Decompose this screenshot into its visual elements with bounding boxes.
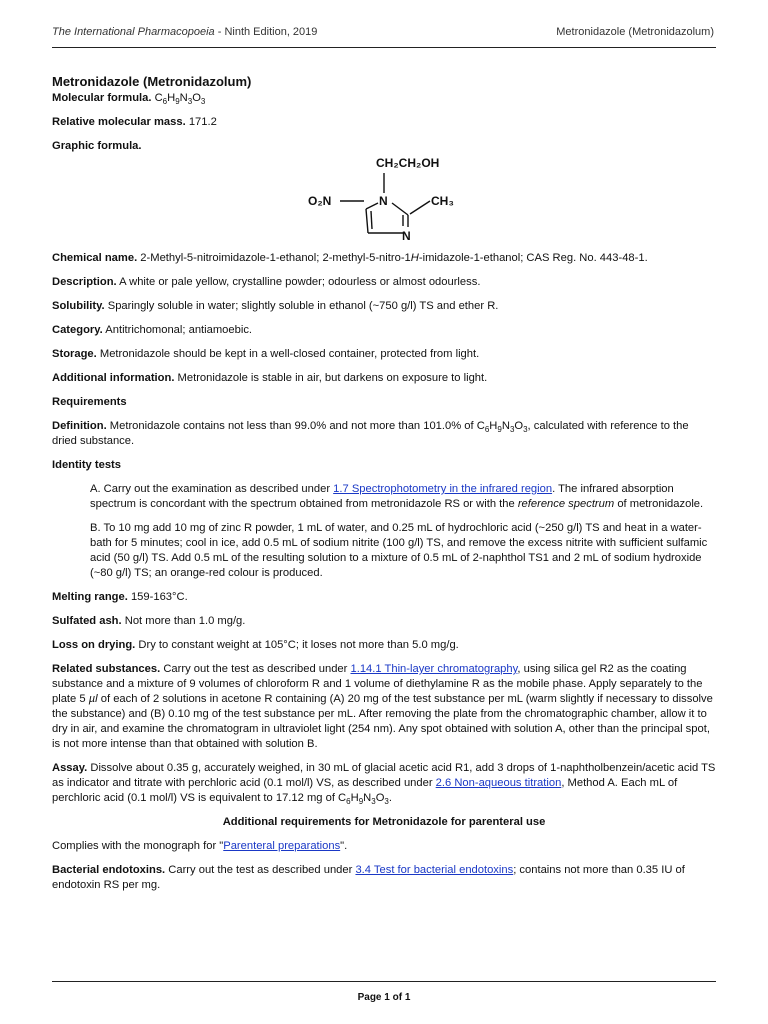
header-right: Metronidazole (Metronidazolum) bbox=[556, 26, 714, 38]
melting-label: Melting range. bbox=[52, 591, 128, 603]
storage-label: Storage. bbox=[52, 348, 97, 360]
graphic-formula-label: Graphic formula. bbox=[52, 140, 142, 152]
related-text-3: of each of 2 solutions in acetone R containing (A) 20 mg of the test substance per mL (warm slightly if necessary to dissolve the substance) and (B) 0.10 mg of the test substance per mL. After removing the plate from the chromatographic chamber, allow it to dry in air, and examine the chromatogram in ultraviolet light (254 nm). Any spot obtained with solution A, other than the principal spot, is not more intense than that obtained with solution B. bbox=[52, 693, 713, 750]
definition-text-b: , calculated with reference to the dried substance. bbox=[52, 420, 689, 447]
definition-label: Definition. bbox=[52, 420, 107, 432]
footer-divider bbox=[52, 981, 716, 982]
identity-a-text-1: A. Carry out the examination as described under bbox=[90, 483, 331, 495]
assay-text-1: Dissolve about 0.35 g, accurately weighed, in 30 mL of glacial acetic acid R1, add 3 drops of 1-naphtholbenzein/acetic acid TS as indicator and titrate with perchloric acid (0.1 mol/l) VS, as described under bbox=[52, 762, 716, 789]
monograph-content bbox=[52, 74, 716, 902]
endotoxins-label: Bacterial endotoxins. bbox=[52, 864, 166, 876]
page-number: Page 1 of 1 bbox=[357, 992, 411, 1003]
identity-a-text-3: of metronidazole. bbox=[617, 498, 704, 510]
running-header bbox=[52, 26, 716, 46]
identity-test-a bbox=[90, 482, 716, 512]
loss-on-drying bbox=[52, 638, 716, 653]
sulfated-text: Not more than 1.0 mg/g. bbox=[124, 615, 246, 627]
related-label: Related substances. bbox=[52, 663, 161, 675]
related-text-2: , using silica gel R2 as the coating substance and a mixture of 9 volumes of chloroform R and 1 volume of diethylamine R as the mobile phase. Apply separately to the plate 5 bbox=[52, 663, 703, 705]
header-left bbox=[52, 26, 317, 38]
complies-text-1: Complies with the monograph for " bbox=[52, 840, 224, 852]
melting-range bbox=[52, 590, 716, 605]
assay-text-3: . bbox=[388, 792, 392, 804]
related-text-1: Carry out the test as described under bbox=[163, 663, 348, 675]
category bbox=[52, 323, 716, 338]
storage bbox=[52, 347, 716, 362]
ir-spectrophotometry-link[interactable]: 1.7 Spectrophotometry in the infrared region bbox=[333, 483, 553, 495]
sulfated-label: Sulfated ash. bbox=[52, 615, 122, 627]
parenteral-preparations-link[interactable]: Parenteral preparations bbox=[223, 840, 341, 852]
complies-text-2: ". bbox=[340, 840, 348, 852]
description-text: A white or pale yellow, crystalline powder; odourless or almost odourless. bbox=[119, 276, 481, 288]
bacterial-endotoxins-link[interactable]: 3.4 Test for bacterial endotoxins bbox=[355, 864, 514, 876]
lod-label: Loss on drying. bbox=[52, 639, 136, 651]
related-microlitre: µl bbox=[88, 693, 98, 705]
description-label: Description. bbox=[52, 276, 117, 288]
category-text: Antitrichomonal; antiamoebic. bbox=[105, 324, 253, 336]
additional-information bbox=[52, 371, 716, 386]
definition-formula: $C_6H_9N_3O_3$ bbox=[476, 420, 528, 435]
identity-test-b: B. To 10 mg add 10 mg of zinc R powder, 1 mL of water, and 0.25 mL of hydrochloric acid (~250 g/l) TS and heat in a water-bath for 5 minutes; cool in ice, add 0.5 mL of sodium nitrite (100 g/l) TS, and remove the excess nitrite with sufficient sulfamic acid (50 g/l) TS. Add 0.5 mL of the resulting solution to a mixture of 0.5 mL of 2-naphthol TS1 and 2 mL of sodium hydroxide (~80 g/l) TS; an orange-red colour is produced. bbox=[90, 522, 708, 579]
solubility-text: Sparingly soluble in water; slightly soluble in ethanol (~750 g/l) TS and ether R. bbox=[107, 300, 499, 312]
rmm-label: Relative molecular mass. bbox=[52, 116, 186, 128]
endotoxins-text-1: Carry out the test as described under bbox=[168, 864, 353, 876]
header-edition: - Ninth Edition, 2019 bbox=[214, 26, 318, 38]
parenteral-heading: Additional requirements for Metronidazole for parenteral use bbox=[222, 816, 546, 828]
chemical-name-part-b: -imidazole-1-ethanol; CAS Reg. No. 443-48-1. bbox=[418, 252, 648, 264]
storage-text: Metronidazole should be kept in a well-closed container, protected from light. bbox=[99, 348, 480, 360]
header-divider bbox=[52, 47, 716, 48]
requirements-heading: Requirements bbox=[52, 396, 127, 408]
lod-text: Dry to constant weight at 105°C; it loses not more than 5.0 mg/g. bbox=[138, 639, 459, 651]
chemical-name-label: Chemical name. bbox=[52, 252, 138, 264]
molecular-formula-label: Molecular formula. bbox=[52, 92, 152, 104]
definition-text-a: Metronidazole contains not less than 99.0% and not more than 101.0% of bbox=[109, 420, 474, 432]
identity-a-reference-spectrum: reference spectrum bbox=[517, 498, 615, 510]
definition bbox=[52, 419, 716, 449]
description bbox=[52, 275, 716, 290]
chemical-name-h: H bbox=[410, 252, 419, 264]
assay-label: Assay. bbox=[52, 762, 88, 774]
sulfated-ash bbox=[52, 614, 716, 629]
molecular-formula bbox=[52, 91, 716, 106]
identity-a-text-2: . The infrared absorption spectrum is concordant with the spectrum obtained from metronidazole RS or with the bbox=[90, 483, 674, 510]
additional-text: Metronidazole is stable in air, but darkens on exposure to light. bbox=[177, 372, 488, 384]
metronidazole-structure bbox=[300, 153, 500, 245]
monograph-title: Metronidazole (Metronidazolum) bbox=[52, 74, 252, 89]
complies-statement bbox=[52, 839, 716, 854]
endotoxins-text-2: ; contains not more than 0.35 IU of endotoxin RS per mg. bbox=[52, 864, 685, 891]
additional-label: Additional information. bbox=[52, 372, 175, 384]
assay-formula: $C_6H_9N_3O_3$ bbox=[338, 792, 389, 807]
chemical-name-part-a: 2-Methyl-5-nitroimidazole-1-ethanol; 2-methyl-5-nitro-1 bbox=[140, 252, 411, 264]
bacterial-endotoxins bbox=[52, 863, 716, 893]
assay bbox=[52, 761, 716, 806]
rmm-value: 171.2 bbox=[188, 116, 217, 128]
category-label: Category. bbox=[52, 324, 103, 336]
solubility bbox=[52, 299, 716, 314]
ring-n3-label: N bbox=[402, 229, 411, 243]
graphic-formula bbox=[52, 139, 716, 154]
header-publication: The International Pharmacopoeia bbox=[52, 26, 215, 38]
tlc-link[interactable]: 1.14.1 Thin-layer chromatography bbox=[350, 663, 518, 675]
non-aqueous-titration-link[interactable]: 2.6 Non-aqueous titration bbox=[435, 777, 562, 789]
related-substances bbox=[52, 662, 716, 752]
chemical-name bbox=[52, 251, 716, 266]
top-group-label: CH₂CH₂OH bbox=[376, 156, 440, 170]
methyl-group-label: CH₃ bbox=[431, 194, 454, 208]
melting-text: 159-163°C. bbox=[130, 591, 188, 603]
identity-tests-heading: Identity tests bbox=[52, 459, 122, 471]
solubility-label: Solubility. bbox=[52, 300, 105, 312]
assay-text-2: , Method A. Each mL of perchloric acid (0.1 mol/l) VS is equivalent to 17.12 mg of bbox=[52, 777, 678, 804]
relative-molecular-mass bbox=[52, 115, 716, 130]
formula-value: $C_6H_9N_3O_3$ bbox=[154, 92, 206, 107]
ring-n1-label: N bbox=[379, 194, 388, 208]
nitro-group-label: O₂N bbox=[308, 194, 332, 208]
structure-diagram bbox=[52, 153, 716, 245]
